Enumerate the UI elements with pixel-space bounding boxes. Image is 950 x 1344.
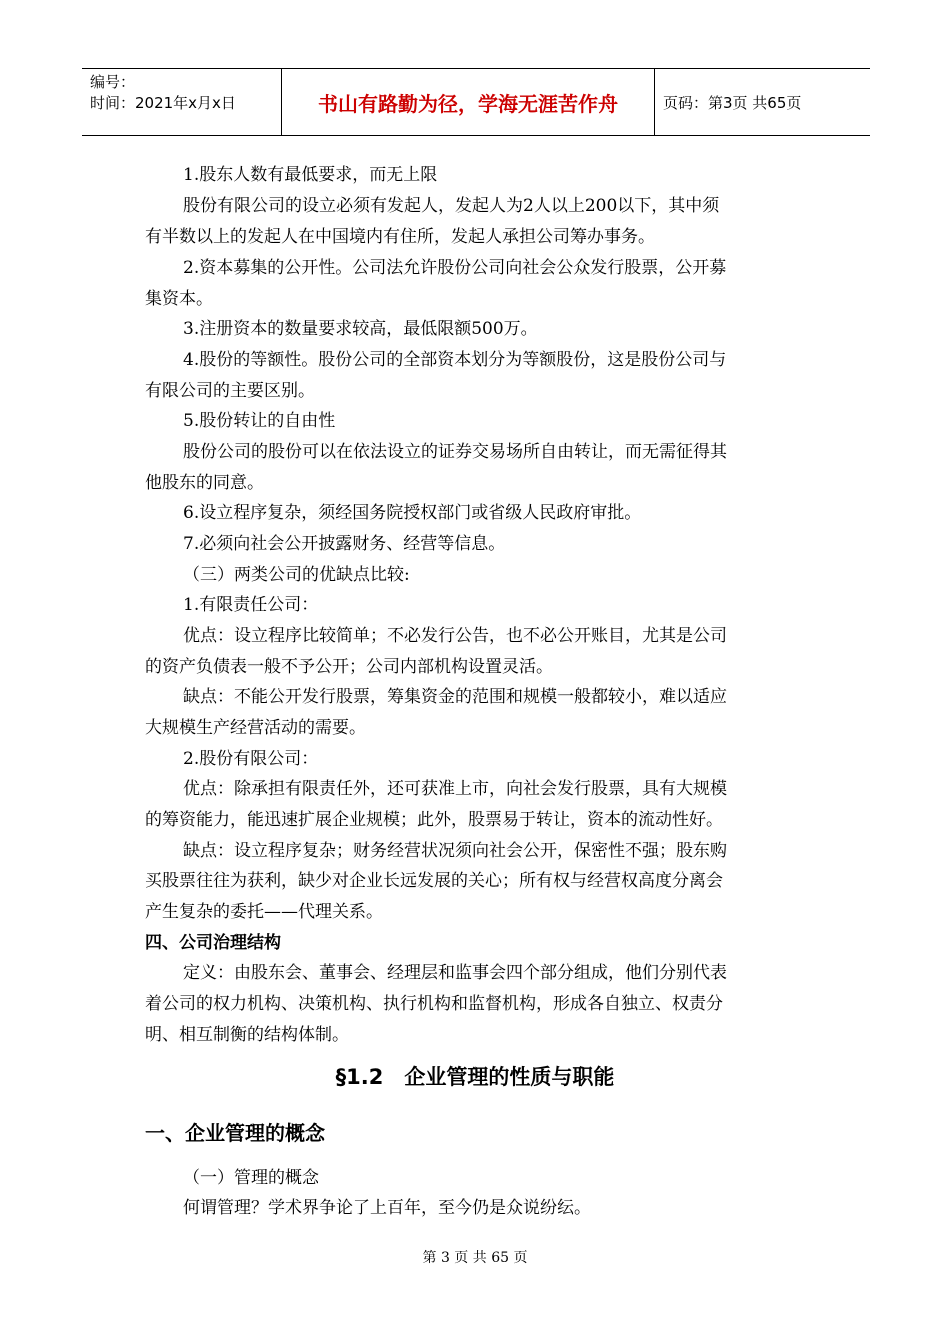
text-line: 的筹资能力，能迅速扩展企业规模；此外，股票易于转让，资本的流动性好。: [145, 810, 723, 830]
date-label: 时间：2021年x月x日: [90, 94, 236, 112]
section-heading: 四、公司治理结构: [145, 933, 281, 953]
page-header: [82, 68, 870, 136]
text-line: 股份有限公司的设立必须有发起人，发起人为2人以上200以下，其中须: [183, 196, 720, 216]
page-footer: 第 3 页 共 65 页: [422, 1250, 528, 1266]
text-line: 定义：由股东会、董事会、经理层和监事会四个部分组成，他们分别代表: [183, 963, 727, 983]
text-line: 1.有限责任公司：: [183, 595, 319, 615]
text-line: 5.股份转让的自由性: [183, 411, 336, 431]
text-line: 明、相互制衡的结构体制。: [145, 1025, 349, 1045]
text-line: 集资本。: [145, 289, 213, 309]
number-label: 编号：: [90, 73, 136, 91]
text-line: 7.必须向社会公开披露财务、经营等信息。: [183, 534, 506, 554]
header-motto: 书山有路勤为径，学海无涯苦作舟: [282, 69, 655, 135]
header-page-info: 页码：第3页 共65页: [663, 93, 802, 112]
chapter-section-title: §1.2 企业管理的性质与职能: [335, 1065, 615, 1089]
text-line: 4.股份的等额性。股份公司的全部资本划分为等额股份，这是股份公司与: [183, 350, 727, 370]
text-line: 买股票往往为获利，缺少对企业长远发展的关心；所有权与经营权高度分离会: [145, 871, 723, 891]
text-line: 缺点：设立程序复杂；财务经营状况须向社会公开，保密性不强；股东购: [183, 841, 727, 861]
text-line: 的资产负债表一般不予公开；公司内部机构设置灵活。: [145, 657, 553, 677]
text-line: 有限公司的主要区别。: [145, 381, 315, 401]
heading-1: 一、企业管理的概念: [145, 1121, 325, 1145]
text-line: 缺点：不能公开发行股票，筹集资金的范围和规模一般都较小，难以适应: [183, 687, 727, 707]
header-meta: [82, 69, 282, 135]
text-line: 2.资本募集的公开性。公司法允许股份公司向社会公众发行股票，公开募: [183, 258, 727, 278]
text-line: 着公司的权力机构、决策机构、执行机构和监督机构，形成各自独立、权责分: [145, 994, 723, 1014]
text-line: 产生复杂的委托——代理关系。: [145, 902, 383, 922]
text-line: （三）两类公司的优缺点比较:: [183, 565, 410, 585]
text-line: 何谓管理？学术界争论了上百年，至今仍是众说纷纭。: [183, 1198, 591, 1218]
text-line: 有半数以上的发起人在中国境内有住所，发起人承担公司筹办事务。: [145, 227, 655, 247]
text-line: 3.注册资本的数量要求较高，最低限额500万。: [183, 319, 538, 339]
text-line: 大规模生产经营活动的需要。: [145, 718, 366, 738]
text-line: 2.股份有限公司：: [183, 749, 319, 769]
text-line: 股份公司的股份可以在依法设立的证券交易场所自由转让，而无需征得其: [183, 442, 727, 462]
text-line: 他股东的同意。: [145, 473, 264, 493]
text-line: 优点：除承担有限责任外，还可获准上市，向社会发行股票，具有大规模: [183, 779, 727, 799]
text-line: （一）管理的概念: [183, 1168, 319, 1188]
text-line: 6.设立程序复杂，须经国务院授权部门或省级人民政府审批。: [183, 503, 642, 523]
text-line: 1.股东人数有最低要求，而无上限: [183, 165, 438, 185]
text-line: 优点：设立程序比较简单；不必发行公告，也不必公开账目，尤其是公司: [183, 626, 727, 646]
